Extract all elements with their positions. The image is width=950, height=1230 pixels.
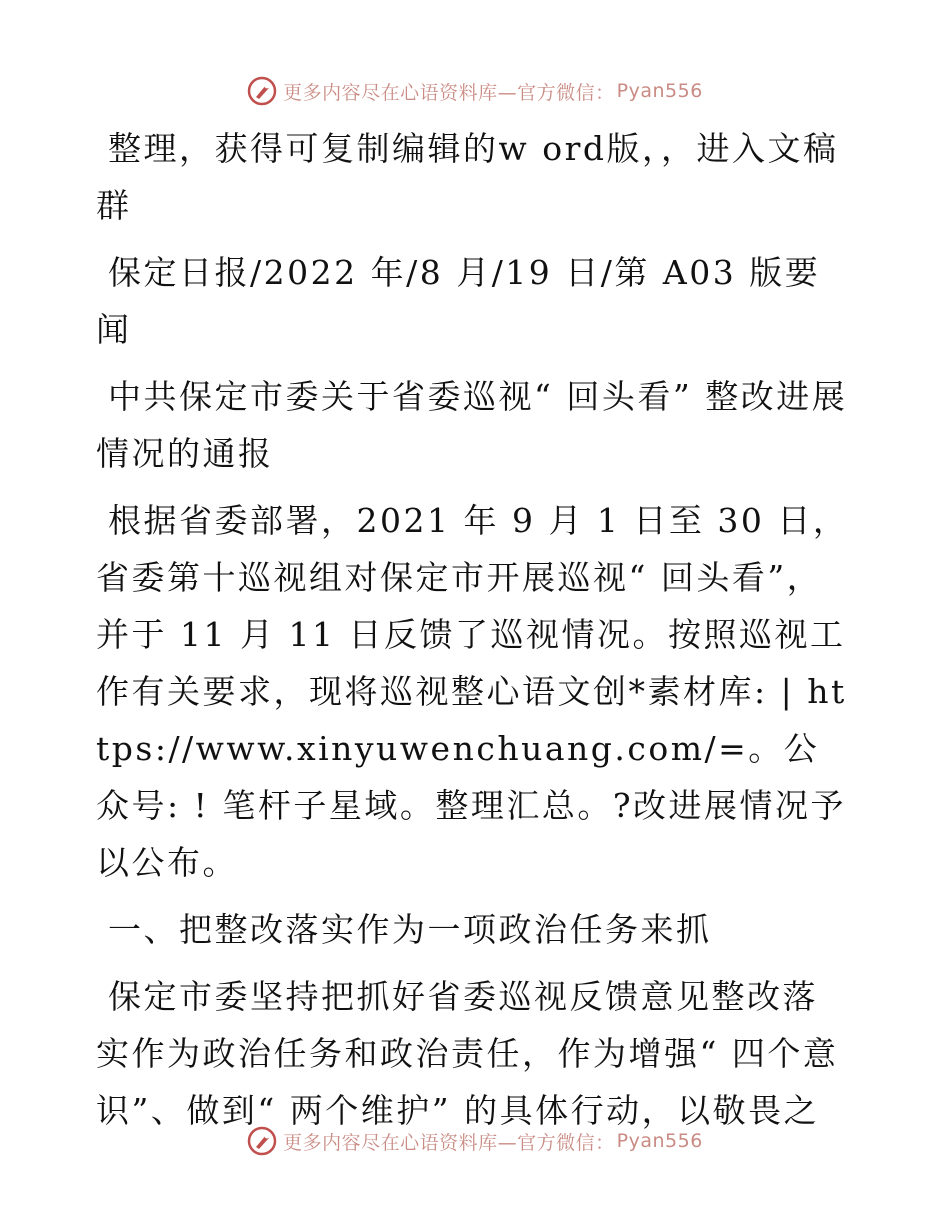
page-header-watermark bbox=[0, 72, 950, 110]
document-body bbox=[96, 120, 852, 1145]
section-heading: 一、把整改落实作为一项政治任务来抓 bbox=[108, 910, 712, 949]
pen-nib-logo-icon bbox=[247, 1126, 277, 1156]
source-line: 保定日报/2022 年/8 月/19 日/第 A03 版要闻 bbox=[96, 253, 821, 349]
footer-watermark-text: 更多内容尽在心语资料库—官方微信： bbox=[283, 1131, 615, 1154]
body-paragraph: 保定市委坚持把抓好省委巡视反馈意见整改落实作为政治任务和政治责任，作为增强“ 四个意识”、做到“ 两个维护” 的具体行动，以敬畏之 bbox=[96, 977, 839, 1130]
header-wechat-id: Pyan556 bbox=[616, 80, 703, 102]
article-title: 中共保定市委关于省委巡视“ 回头看” 整改进展情况的通报 bbox=[96, 377, 848, 473]
body-paragraph: 根据省委部署，2021 年 9 月 1 日至 30 日，省委第十巡视组对保定市开展巡视“ 回头看”，并于 11 月 11 日反馈了巡视情况。按照巡视工作有关要求，现将巡视整心语文创*素材库: | https://www.xinyuwenchuang.com/=。公众号: ! 笔杆子星域。整理汇总。?改进展情况予以公布。 bbox=[96, 501, 849, 882]
pen-nib-logo-icon bbox=[247, 76, 277, 106]
page-footer-watermark bbox=[0, 1122, 950, 1160]
footer-wechat-id: Pyan556 bbox=[616, 1130, 703, 1152]
header-watermark-text: 更多内容尽在心语资料库—官方微信： bbox=[283, 81, 615, 104]
intro-note: 整理，获得可复制编辑的w ord版，，进入文稿群 bbox=[96, 129, 839, 225]
